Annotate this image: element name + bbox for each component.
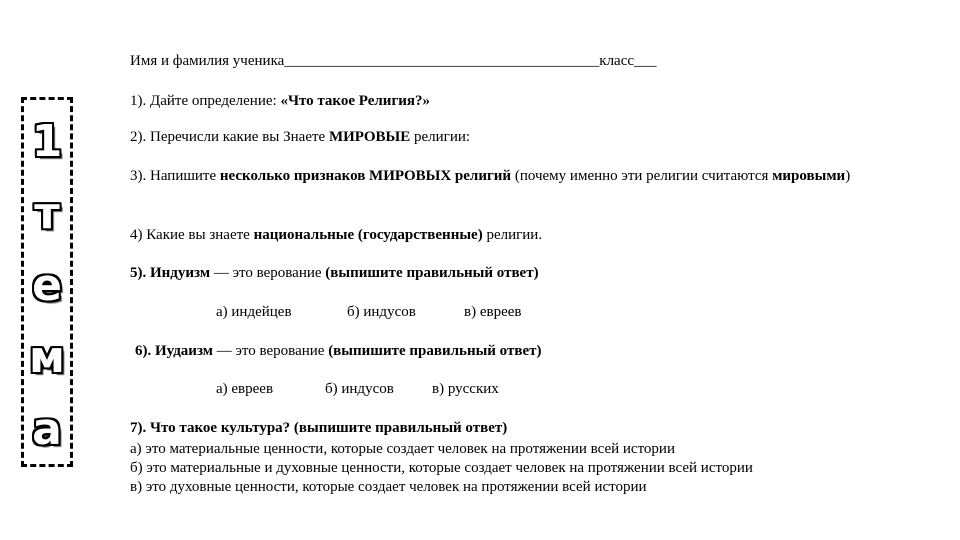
question-6-option: б) индусов	[325, 381, 394, 397]
topic-title-letter: а	[32, 404, 62, 455]
question-6-bold: 6). Иудаизм	[135, 343, 213, 359]
student-name-line: Имя и фамилия ученика__________________________________________класс___	[130, 53, 657, 69]
question-6-option: в) русских	[432, 381, 499, 397]
question-4-bold: национальные (государственные)	[253, 227, 483, 243]
question-2-bold: МИРОВЫЕ	[328, 129, 411, 145]
question-2-text: 2). Перечисли какие вы Знаете	[130, 129, 329, 145]
question-4-text-end: религии.	[482, 227, 543, 243]
question-1	[130, 92, 430, 110]
question-7-option: в) это духовные ценности, которые создает человек на протяжении всей истории	[130, 479, 647, 495]
question-7-option: а) это материальные ценности, которые создает человек на протяжении всей истории	[130, 441, 675, 457]
topic-title-letter: м	[29, 332, 65, 383]
question-3-text-end: )	[845, 168, 851, 184]
question-5-option: б) индусов	[347, 304, 416, 320]
question-5-bold: 5). Индуизм	[130, 265, 211, 281]
question-6	[135, 342, 541, 360]
topic-title-letter: т	[34, 188, 60, 239]
question-3-bold: несколько признаков МИРОВЫХ религий	[219, 168, 512, 184]
question-6-instruction: (выпишите правильный ответ)	[328, 343, 542, 359]
question-5-option: в) евреев	[464, 304, 522, 320]
question-3-text: 3). Напишите	[130, 168, 220, 184]
topic-title-letter: е	[32, 260, 62, 311]
question-7	[130, 419, 507, 437]
question-4	[130, 226, 542, 244]
question-3-bold-end: мировыми	[772, 168, 846, 184]
question-6-option: а) евреев	[216, 381, 274, 397]
question-5-text: — это верование	[210, 265, 326, 281]
question-5-option: а) индейцев	[216, 304, 292, 320]
question-3-text-mid: (почему именно эти религии считаются	[511, 168, 773, 184]
question-5	[130, 264, 539, 282]
topic-title-box	[21, 97, 73, 467]
question-1-text: 1). Дайте определение:	[130, 93, 281, 109]
question-2	[130, 128, 470, 146]
question-5-instruction: (выпишите правильный ответ)	[325, 265, 539, 281]
question-3	[130, 167, 910, 185]
question-7-option: б) это материальные и духовные ценности, которые создает человек на протяжении всей истории	[130, 460, 753, 476]
topic-title-letter: 1	[31, 116, 63, 167]
question-6-text: — это верование	[212, 343, 329, 359]
question-2-text-end: религии:	[410, 129, 471, 145]
question-7-bold: 7). Что такое культура? (выпишите правильный ответ)	[130, 420, 508, 436]
question-4-text: 4) Какие вы знаете	[130, 227, 254, 243]
question-1-bold: «Что такое Религия?»	[280, 93, 431, 109]
